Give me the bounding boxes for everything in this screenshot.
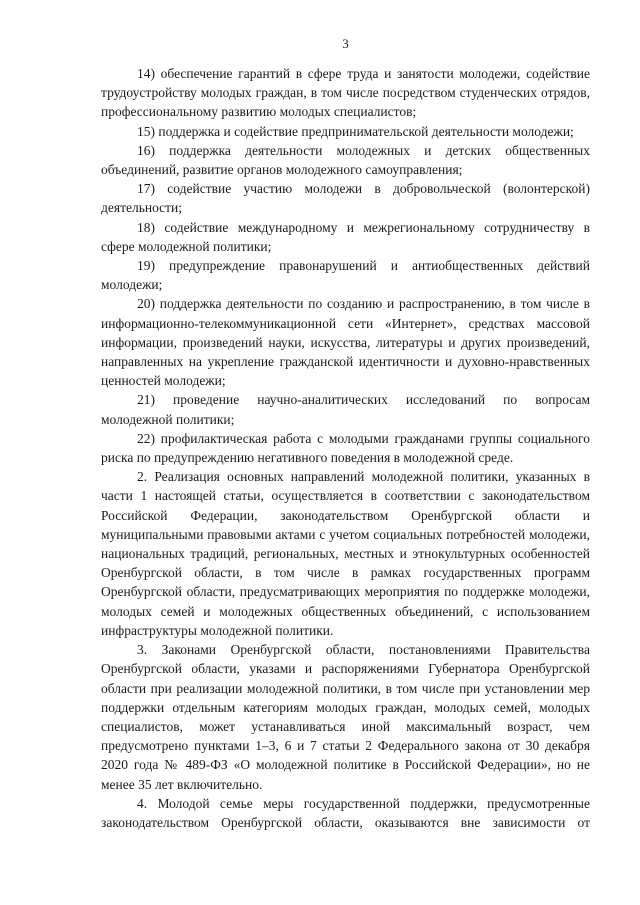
paragraph-item-19: 19) предупреждение правонарушений и антиобщественных действий молодежи;: [101, 258, 590, 293]
paragraph-part-3: 3. Законами Оренбургской области, постановлениями Правительства Оренбургской области, указами и распоряжениями Губернатора Оренбургской области при реализации молодежной политики, в том числе при установлении мер поддержки отдельным категориям молодых граждан, молодых семей, молодых специалистов, может устанавливаться иной максимальный возраст, чем предусмотрено пунктами 1–3, 6 и 7 статьи 2 Федерального закона от 30 декабря 2020 года № 489-ФЗ «О молодежной политике в Российской Федерации», но не менее 35 лет включительно.: [101, 642, 590, 792]
paragraph-item-18: 18) содействие международному и межрегиональному сотрудничеству в сфере молодежной политики;: [101, 219, 590, 254]
page-number: 3: [342, 36, 349, 51]
paragraph-item-20: 20) поддержка деятельности по созданию и распространению, в том числе в информационно-телекоммуникационной сети «Интернет», средствах массовой информации, произведений науки, искусства, литературы и других произведений, направленных на укрепление гражданской идентичности и духовно-нравственных ценностей молодежи;: [101, 296, 590, 389]
paragraph-item-17: 17) содействие участию молодежи в добровольческой (волонтерской) деятельности;: [101, 181, 590, 216]
paragraph-item-21: 21) проведение научно-аналитических исследований по вопросам молодежной политики;: [101, 392, 590, 427]
paragraph-item-22: 22) профилактическая работа с молодыми гражданами группы социального риска по предупреждению негативного поведения в молодежной среде.: [101, 430, 590, 466]
paragraph-part-4: 4. Молодой семье меры государственной поддержки, предусмотренные законодательством Оренбургской области, оказываются вне зависимости от: [101, 795, 590, 830]
paragraph-item-14: 14) обеспечение гарантий в сфере труда и занятости молодежи, содействие трудоустройству молодых граждан, в том числе посредством студенческих отрядов, профессиональному развитию молодых специалистов;: [101, 66, 590, 120]
paragraph-item-16: 16) поддержка деятельности молодежных и детских общественных объединений, развитие органов молодежного самоуправления;: [101, 142, 590, 178]
paragraph-part-2: 2. Реализация основных направлений молодежной политики, указанных в части 1 настоящей статьи, осуществляется в соответствии с законодательством Российской Федерации, законодательством Оренбургской области и муниципальными правовыми актами с учетом социальных потребностей молодежи, национальных традиций, региональных, местных и этнокультурных особенностей Оренбургской области, в том числе в рамках государственных программ Оренбургской области, предусматривающих мероприятия по поддержке молодежи, молодых семей и молодежных общественных объединений, с использованием инфраструктуры молодежной политики.: [101, 469, 590, 638]
paragraph-item-15: 15) поддержка и содействие предпринимательской деятельности молодежи;: [137, 123, 574, 139]
